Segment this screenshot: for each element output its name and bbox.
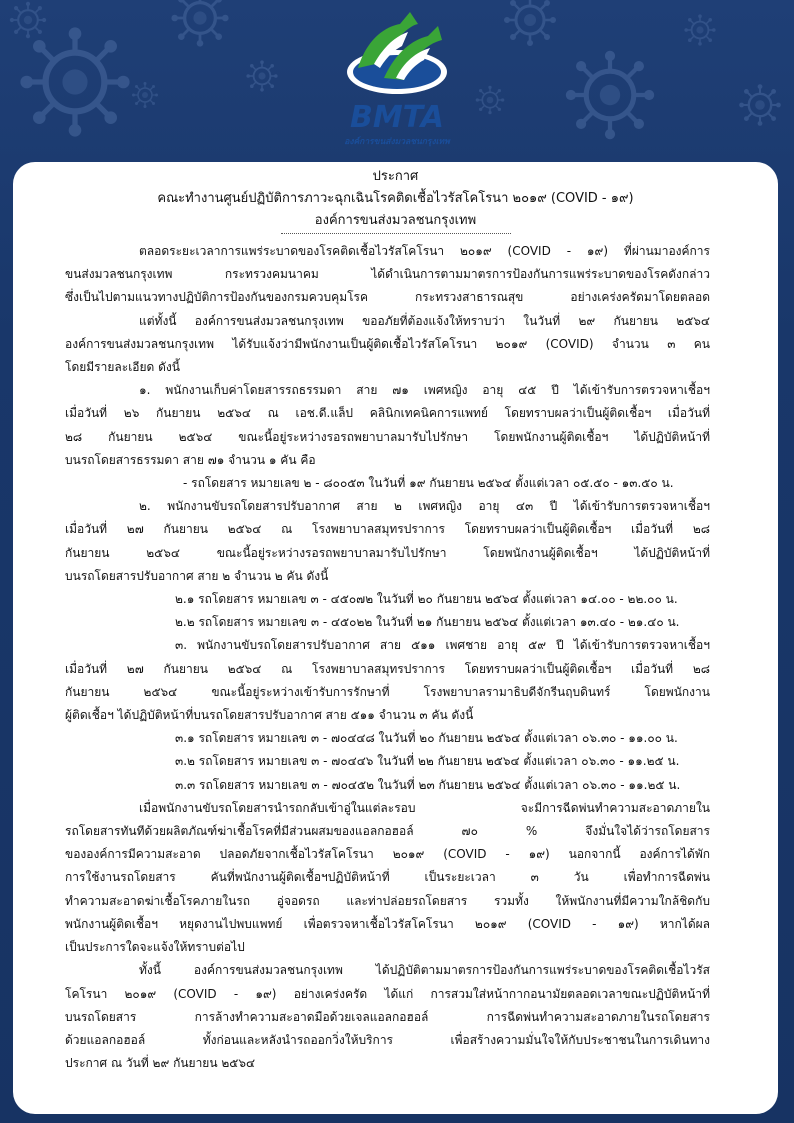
body-line: ตลอดระยะเวลาการแพร่ระบาดของโรคติดเชื้อไวรัสโคโรนา ๒๐๑๙ (COVID - ๑๙) ที่ผ่านมาองค์การ	[139, 244, 710, 258]
body-line: โดยมีรายละเอียด ดังนี้	[65, 360, 180, 375]
body-line: ขนส่งมวลชนกรุงเทพ กระทรวงคมนาคม ได้ดำเนินการตามมาตรการป้องกันการแพร่ระบาดของโรคดังกล่าว	[65, 267, 710, 282]
case-2-bus-item: ๒.๒ รถโดยสาร หมายเลข ๓ - ๔๕๐๒๒ ในวันที่ ๒๑ กันยายน ๒๕๖๔ ตั้งแต่เวลา ๑๓.๔๐ - ๒๑.๔๐ น.	[175, 615, 680, 630]
case-3-line: ๓. พนักงานขับรถโดยสารปรับอากาศ สาย ๕๑๑ เพศชาย อายุ ๕๙ ปี ได้เข้ารับการตรวจหาเชื้อฯ	[175, 638, 710, 653]
closing-line: โคโรนา ๒๐๑๙ (COVID - ๑๙) อย่างเคร่งครัด ได้แก่ การสวมใส่หน้ากากอนามัยตลอดเวลาขณะปฏิบัติหน้าที่	[65, 986, 710, 1001]
cleaning-line: ขององค์การมีความสะอาด ปลอดภัยจากเชื้อไวรัสโคโรนา ๒๐๑๙ (COVID - ๑๙) นอกจากนี้ องค์การได้พัก	[65, 847, 710, 862]
closing-line: บนรถโดยสาร การล้างทำความสะอาดมือด้วยเจลแอลกอฮอล์ การฉีดพ่นทำความสะอาดภายในรถโดยสาร	[65, 1009, 710, 1024]
case-2-bus-item: ๒.๑ รถโดยสาร หมายเลข ๓ - ๔๕๐๗๒ ในวันที่ ๒๐ กันยายน ๒๕๖๔ ตั้งแต่เวลา ๑๔.๐๐ - ๒๒.๐๐ น.	[175, 592, 678, 607]
organization-title: องค์การขนส่งมวลชนกรุงเทพ	[314, 213, 477, 228]
committee-title: คณะทำงานศูนย์ปฏิบัติการภาวะฉุกเฉินโรคติดเชื้อไวรัสโคโรนา ๒๐๑๙ (COVID - ๑๙)	[157, 191, 634, 206]
case-1-line: เมื่อวันที่ ๒๖ กันยายน ๒๕๖๔ ณ เอช.ดี.แล็ป คลินิกเทคนิคการแพทย์ โดยทราบผลว่าเป็นผู้ติดเชื้อฯ เมื่อวันที่	[65, 406, 710, 421]
case-3-line: ผู้ติดเชื้อฯ ได้ปฏิบัติหน้าที่บนรถโดยสารปรับอากาศ สาย ๕๑๑ จำนวน ๓ คัน ดังนี้	[65, 708, 474, 723]
case-1-bus-item: - รถโดยสาร หมายเลข ๒ - ๘๐๐๕๓ ในวันที่ ๑๙ กันยายน ๒๕๖๔ ตั้งแต่เวลา ๐๕.๕๐ - ๑๓.๕๐ น.	[183, 476, 674, 491]
case-3-bus-item: ๓.๓ รถโดยสาร หมายเลข ๓ - ๗๐๔๕๒ ในวันที่ ๒๓ กันยายน ๒๕๖๔ ตั้งแต่เวลา ๐๖.๓๐ - ๑๑.๒๕ น.	[175, 777, 681, 792]
case-2-line: ๒. พนักงานขับรถโดยสารปรับอากาศ สาย ๒ เพศหญิง อายุ ๔๓ ปี ได้เข้ารับการตรวจหาเชื้อฯ	[139, 499, 710, 514]
announcement-body	[65, 240, 710, 1075]
closing-line: ทั้งนี้ องค์การขนส่งมวลชนกรุงเทพ ได้ปฏิบัติตามมาตรการป้องกันการแพร่ระบาดของโรคติดเชื้อไวรัส	[139, 963, 710, 978]
announcement-card	[13, 162, 778, 1114]
cleaning-line: การใช้งานรถโดยสาร คันที่พนักงานผู้ติดเชื้อฯปฏิบัติหน้าที่ เป็นระยะเวลา ๓ วัน เพื่อทำการฉีดพ่น	[65, 870, 710, 885]
case-1-line: ๑. พนักงานเก็บค่าโดยสารรถธรรมดา สาย ๗๑ เพศหญิง อายุ ๔๕ ปี ได้เข้ารับการตรวจหาเชื้อฯ	[139, 383, 710, 398]
case-2-line: กันยายน ๒๕๖๔ ขณะนี้อยู่ระหว่างรอรถพยาบาลมารับไปรักษา โดยพนักงานผู้ติดเชื้อฯ ได้ปฏิบัติหน้าที่	[65, 545, 710, 560]
case-1-line: บนรถโดยสารธรรมดา สาย ๗๑ จำนวน ๑ คัน คือ	[65, 452, 316, 467]
closing-line: ด้วยแอลกอฮอล์ ทั้งก่อนและหลังนำรถออกวิ่งให้บริการ เพื่อสร้างความมั่นใจให้กับประชาชนในการเดินทาง	[65, 1032, 710, 1047]
bmta-emblem-icon	[338, 6, 456, 106]
cleaning-line: พนักงานผู้ติดเชื้อฯ หยุดงานไปพบแพทย์ เพื่อตรวจหาเชื้อไวรัสโคโรนา ๒๐๑๙ (COVID - ๑๙) หากได้ผล	[65, 916, 710, 931]
body-line: ซึ่งเป็นไปตามแนวทางปฏิบัติการป้องกันของกรมควบคุมโรค กระทรวงสาธารณสุข อย่างเคร่งครัดมาโดยตลอด	[65, 290, 710, 305]
body-line: องค์การขนส่งมวลชนกรุงเทพ ได้รับแจ้งว่ามีพนักงานเป็นผู้ติดเชื้อไวรัสโคโรนา ๒๐๑๙ (COVID) จำนวน ๓ คน	[65, 336, 710, 351]
cleaning-line: เป็นประการใดจะแจ้งให้ทราบต่อไป	[65, 940, 245, 955]
header-divider	[281, 233, 511, 234]
cleaning-line: เมื่อพนักงานขับรถโดยสารนำรถกลับเข้าอู่ในแต่ละรอบ จะมีการฉีดพ่นทำความสะอาดภายใน	[139, 800, 710, 815]
case-3-bus-item: ๓.๑ รถโดยสาร หมายเลข ๓ - ๗๐๔๔๘ ในวันที่ ๒๐ กันยายน ๒๕๖๔ ตั้งแต่เวลา ๐๖.๓๐ - ๑๑.๐๐ น.	[175, 731, 678, 746]
cleaning-line: ทำความสะอาดฆ่าเชื้อโรคภายในรถ อู่จอดรถ และท่าปล่อยรถโดยสาร รวมทั้ง ให้พนักงานที่มีความใกล้ชิดกับ	[65, 893, 710, 908]
case-2-line: เมื่อวันที่ ๒๗ กันยายน ๒๕๖๔ ณ โรงพยาบาลสมุทรปราการ โดยทราบผลว่าเป็นผู้ติดเชื้อฯ เมื่อวันที่ ๒๘	[65, 522, 710, 537]
case-1-line: ๒๘ กันยายน ๒๕๖๔ ขณะนี้อยู่ระหว่างรอรถพยาบาลมารับไปรักษา โดยพนักงานผู้ติดเชื้อฯ ได้ปฏิบัติหน้าที่	[65, 429, 710, 444]
case-3-bus-item: ๓.๒ รถโดยสาร หมายเลข ๓ - ๗๐๔๔๖ ในวันที่ ๒๒ กันยายน ๒๕๖๔ ตั้งแต่เวลา ๐๖.๓๐ - ๑๑.๒๕ น.	[175, 754, 680, 769]
announcement-header	[13, 162, 778, 240]
logo-wordmark: BMTA	[349, 100, 445, 135]
announcement-label: ประกาศ	[372, 169, 419, 184]
announcement-date: ประกาศ ณ วันที่ ๒๙ กันยายน ๒๕๖๔	[65, 1056, 256, 1071]
cleaning-line: รถโดยสารทันทีด้วยผลิตภัณฑ์ฆ่าเชื้อโรคที่มีส่วนผสมของแอลกอฮอล์ ๗๐ % จึงมั่นใจได้ว่ารถโดยสาร	[65, 824, 710, 839]
case-3-line: กันยายน ๒๕๖๔ ขณะนี้อยู่ระหว่างเข้ารับการรักษาที่ โรงพยาบาลรามาธิบดีจักรีนฤบดินทร์ โดยพนักงาน	[65, 684, 710, 699]
body-line: แต่ทั้งนี้ องค์การขนส่งมวลชนกรุงเทพ ขออภัยที่ต้องแจ้งให้ทราบว่า ในวันที่ ๒๙ กันยายน ๒๕๖๔	[139, 313, 710, 328]
case-2-line: บนรถโดยสารปรับอากาศ สาย ๒ จำนวน ๒ คัน ดังนี้	[65, 568, 329, 583]
logo-subtitle: องค์การขนส่งมวลชนกรุงเทพ	[344, 137, 450, 147]
case-3-line: เมื่อวันที่ ๒๗ กันยายน ๒๕๖๔ ณ โรงพยาบาลสมุทรปราการ โดยทราบผลว่าเป็นผู้ติดเชื้อฯ เมื่อวันที่ ๒๘	[65, 661, 710, 676]
